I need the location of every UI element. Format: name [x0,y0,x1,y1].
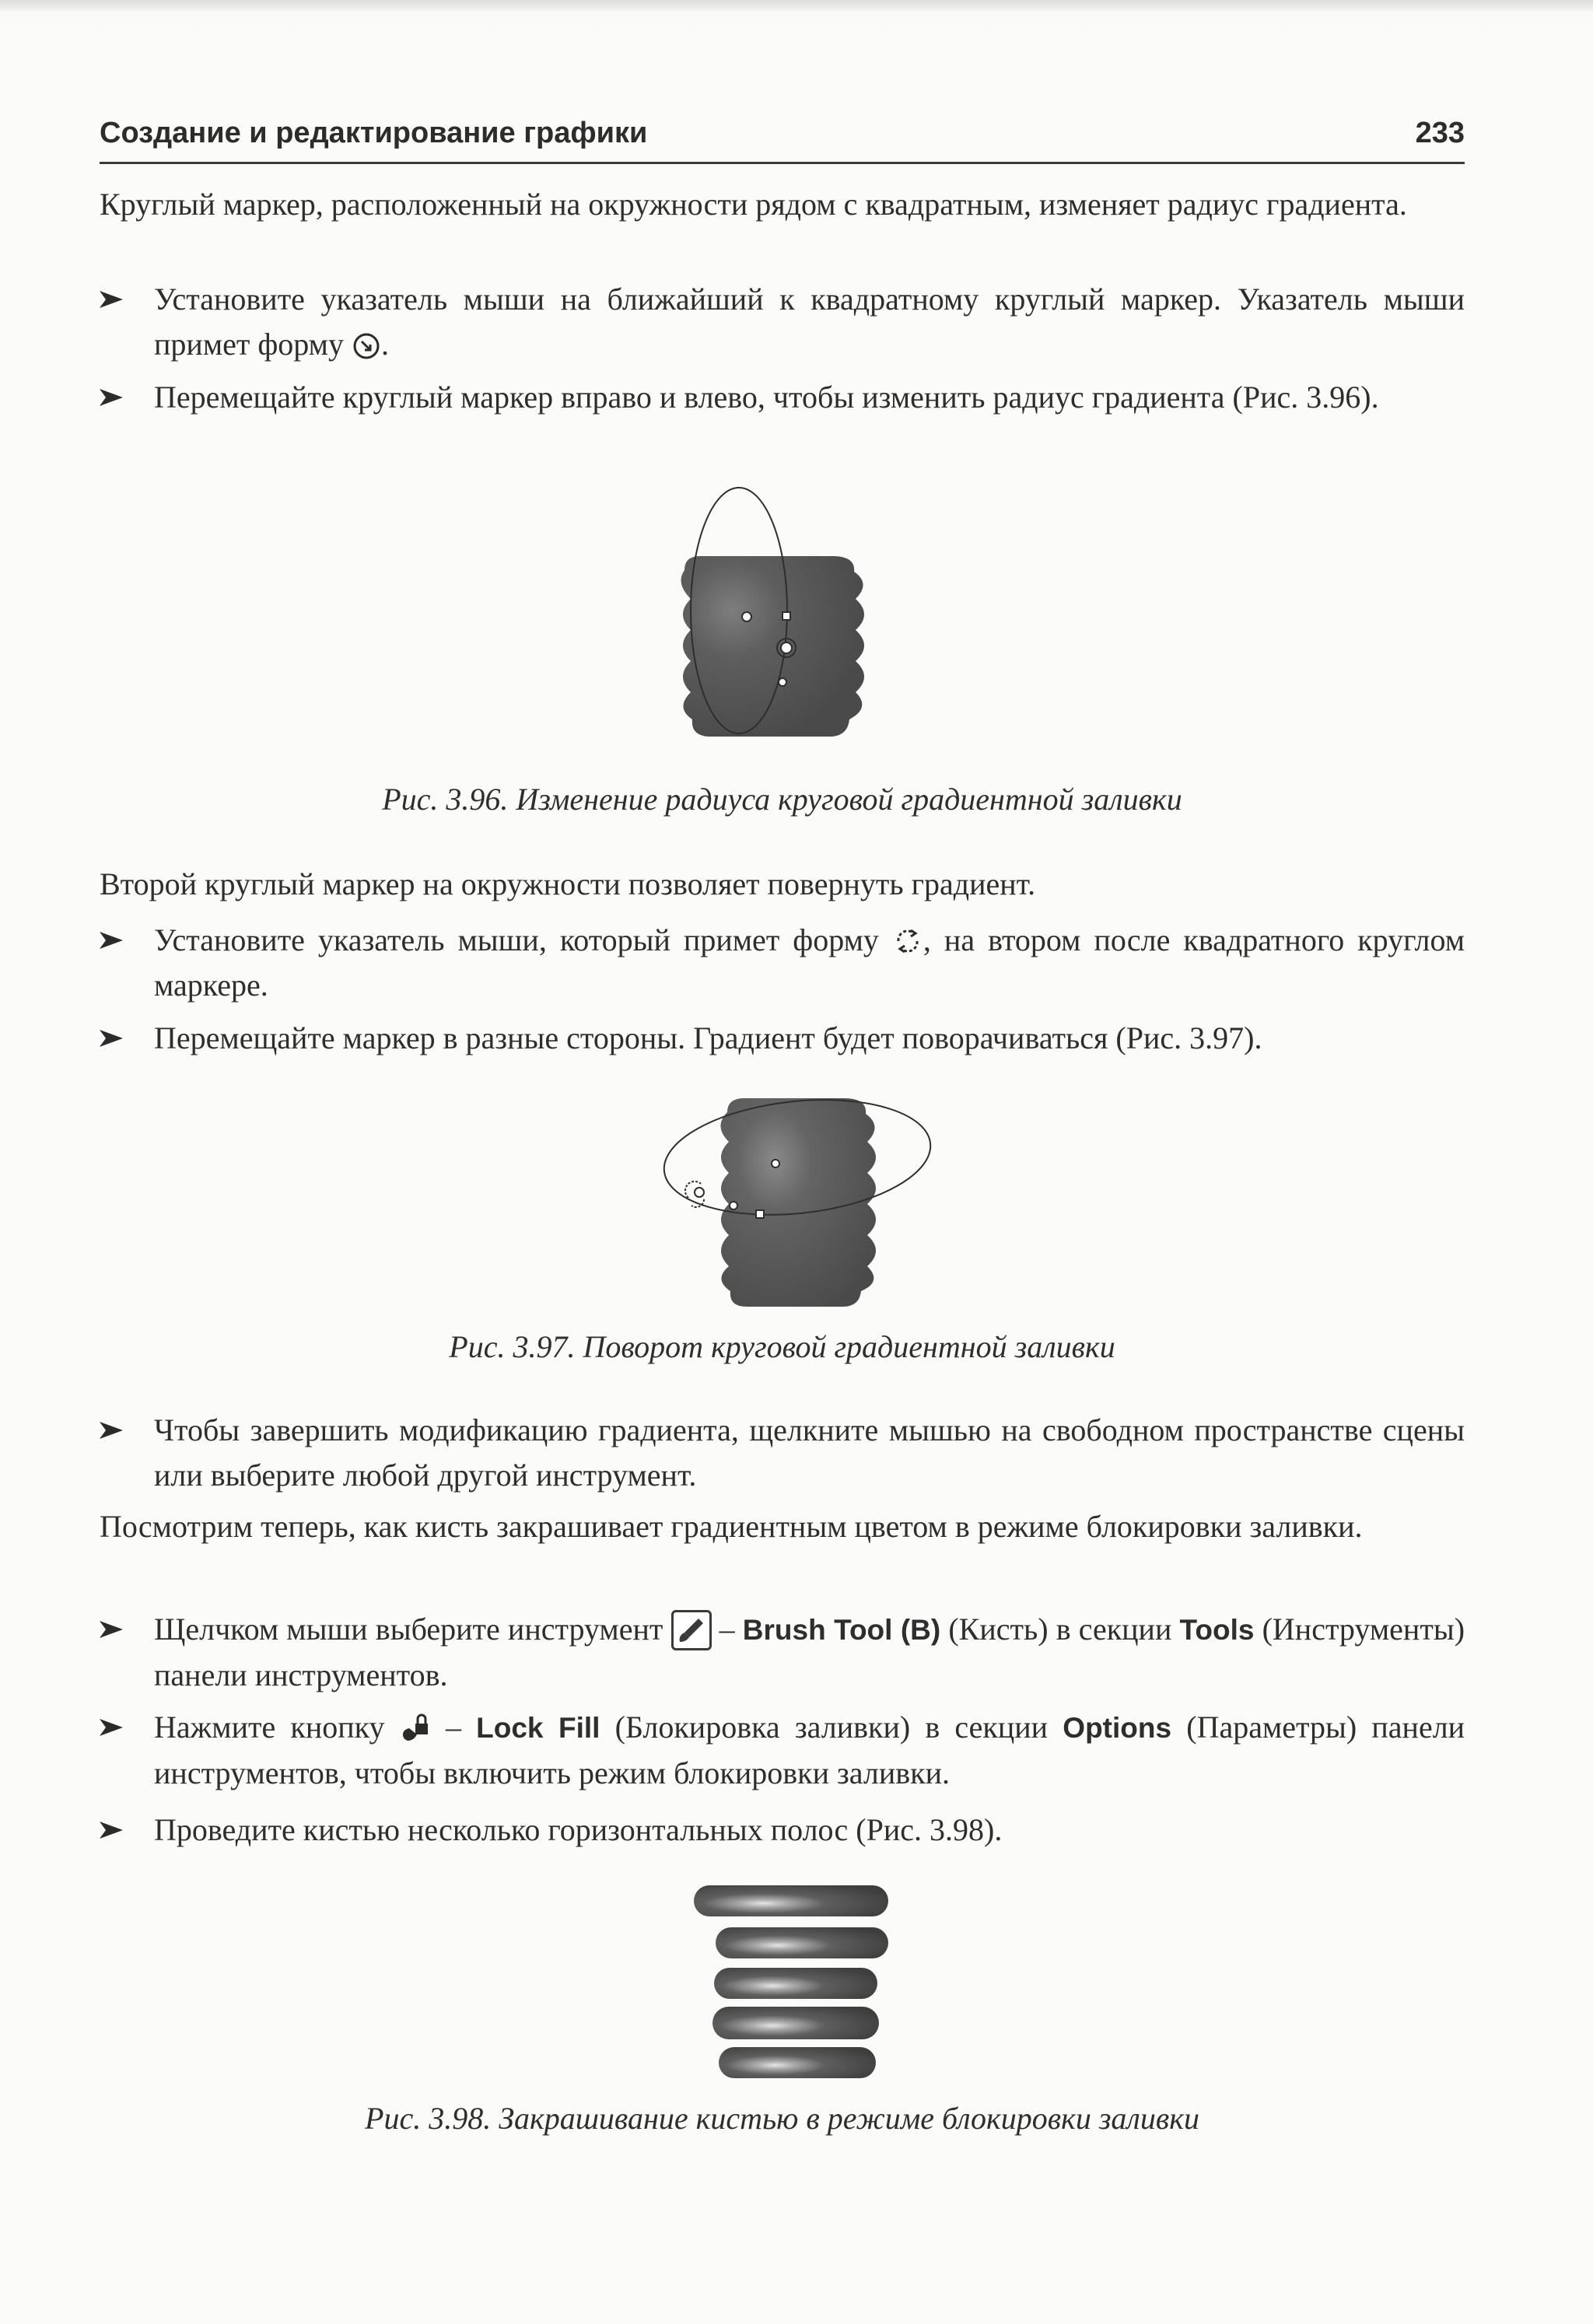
bullet-item-3 [100,918,1465,1008]
bullet-arrow-icon [100,291,123,308]
bullet-item-2 [100,375,1465,420]
center-marker [742,612,751,621]
radius-marker [781,642,792,653]
bullet-item-1 [100,277,1465,367]
paragraph-rotate-marker: Второй круглый маркер на окружности позволяет повернуть градиент. [100,866,1036,901]
bullet-1-text: Установите указатель мыши на ближайший к квадратному круглый маркер. Указатель мыши примет форму [154,282,1465,362]
bullet-arrow-icon [100,389,123,406]
options-section-name: Options [1063,1712,1172,1744]
radius-cursor-icon [352,331,381,361]
bullet-1-end: . [380,327,389,362]
bullet-arrow-icon [100,1822,123,1839]
gradient-shape [681,556,865,737]
brush-stroke [714,1968,877,1999]
bullet-4-text: Перемещайте маркер в разные стороны. Градиент будет поворачиваться (Рис. 3.97). [154,1020,1262,1055]
bullet-3-text: Установите указатель мыши, который примет форму [154,922,879,957]
bullet-7-end: (Параметры) панели инструментов, чтобы включить режим блокировки заливки. [154,1710,1465,1790]
bullet-item-7: Нажмите кнопку – Lock Fill (Блокировка заливки) в секции Options (Параметры) панели инструментов, чтобы включить режим блокировки заливки. [100,1705,1465,1796]
bullet-arrow-icon [100,932,123,949]
bullet-arrow-icon [100,1030,123,1047]
center-marker [772,1160,779,1167]
brush-stroke [719,2047,876,2078]
bullet-7-mid: (Блокировка заливки) в секции [614,1710,1049,1745]
paragraph-lock-fill: Посмотрим теперь, как кисть закрашивает градиентным цветом в режиме блокировки заливки. [100,1509,1363,1544]
figure-3-97-rotate-gradient [642,1081,937,1314]
bullet-arrow-icon [100,1621,123,1638]
bullet-item-6: Щелчком мыши выберите инструмент – Brush Tool (B) (Кисть) в секции Tools (Инструменты) панели инструментов. [100,1607,1465,1698]
square-marker [756,1210,764,1218]
bullet-7-text: Нажмите кнопку [154,1710,385,1745]
square-marker [782,612,790,620]
bullet-6-text: Щелчком мыши выберите инструмент [154,1612,663,1647]
chapter-title: Создание и редактирование графики [100,117,648,149]
lock-fill-name: Lock Fill [476,1712,600,1744]
bullet-3-end: , на втором после квадратного круглом маркере. [154,922,1465,1003]
scan-edge-shadow [0,0,1593,11]
rotate-cursor-icon [892,926,923,957]
running-header [100,117,1465,164]
bullet-5-text: Чтобы завершить модификацию градиента, щелкните мышью на свободном пространстве сцены или выберите любой другой инструмент. [154,1412,1465,1493]
bullet-6-mid: (Кисть) в секции [948,1612,1172,1647]
bullet-arrow-icon [100,1422,123,1439]
radius-marker [730,1202,737,1209]
lock-fill-icon [400,1711,431,1744]
figure-3-98-brush-strokes [692,1874,895,2084]
bullet-6-end: (Инструменты) панели инструментов. [154,1612,1465,1692]
bullet-8-text: Проведите кистью несколько горизонтальных полос (Рис. 3.98). [154,1812,1003,1847]
figure-3-96-radius-gradient [646,478,926,758]
brush-tool-name: Brush Tool (B) [742,1614,941,1646]
bullet-item-5 [100,1408,1465,1498]
tools-section-name: Tools [1179,1614,1255,1646]
page-number: 233 [1415,117,1465,149]
bullet-2-text: Перемещайте круглый маркер вправо и влево, чтобы изменить радиус градиента (Рис. 3.96). [154,380,1379,415]
bullet-item-4 [100,1016,1465,1061]
brush-stroke [712,2007,879,2039]
brush-stroke [716,1927,888,1958]
rotation-marker [779,678,786,686]
gradient-shape [720,1098,876,1307]
paragraph-radius-marker: Круглый маркер, расположенный на окружности рядом с квадратным, изменяет радиус градиента. [100,187,1407,222]
bullet-arrow-icon [100,1719,123,1736]
brush-tool-icon [671,1610,712,1650]
rotation-marker [695,1188,704,1197]
figure-3-97-caption: Рис. 3.97. Поворот круговой градиентной заливки [449,1329,1115,1364]
brush-stroke [694,1885,888,1916]
bullet-item-8 [100,1808,1465,1853]
figure-3-98-caption: Рис. 3.98. Закрашивание кистью в режиме блокировки заливки [365,2101,1199,2136]
figure-3-96-caption: Рис. 3.96. Изменение радиуса круговой градиентной заливки [382,782,1182,817]
